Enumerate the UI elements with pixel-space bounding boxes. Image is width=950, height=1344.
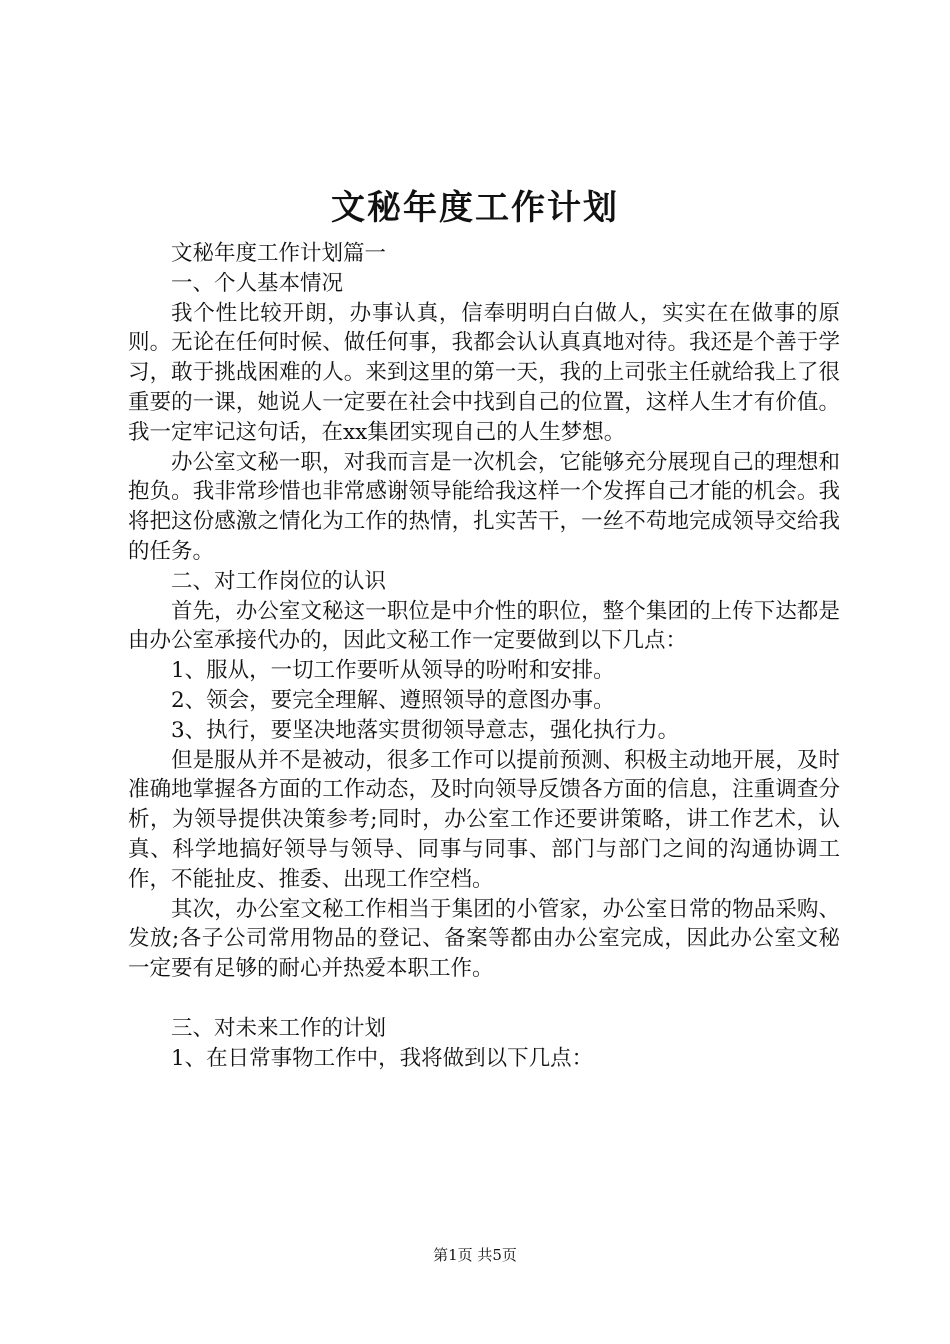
paragraph: 我个性比较开朗，办事认真，信奉明明白白做人，实实在在做事的原则。无论在任何时候、做任何事，我都会认认真真地对待。我还是个善于学习，敢于挑战困难的人。来到这里的第一天，我的上司张主任就给我上了很重要的一课，她说人一定要在社会中找到自己的位置，这样人生才有价值。我一定牢记这句话，在xx集团实现自己的人生梦想。 (128, 300, 840, 445)
paragraph-subtitle: 文秘年度工作计划篇一 (171, 241, 387, 266)
paragraph: 首先，办公室文秘这一职位是中介性的职位，整个集团的上传下达都是由办公室承接代办的，因此文秘工作一定要做到以下几点： (128, 598, 840, 654)
paragraph: 其次，办公室文秘工作相当于集团的小管家，办公室日常的物品采购、发放;各子公司常用物品的登记、备案等都由办公室完成，因此办公室文秘一定要有足够的耐心并热爱本职工作。 (128, 896, 840, 982)
list-item: 2、领会，要完全理解、遵照领导的意图办事。 (171, 687, 615, 713)
list-item: 1、服从，一切工作要听从领导的吩咐和安排。 (171, 658, 615, 684)
paragraph: 但是服从并不是被动，很多工作可以提前预测、积极主动地开展，及时准确地掌握各方面的工作动态，及时向领导反馈各方面的信息，注重调查分析，为领导提供决策参考;同时，办公室工作还要讲策略，讲工作艺术，认真、科学地搞好领导与领导、同事与同事、部门与部门之间的沟通协调工作，不能扯皮、推委、出现工作空档。 (128, 747, 840, 892)
section-heading-1: 一、个人基本情况 (171, 270, 344, 296)
document-title: 文秘年度工作计划 (331, 188, 619, 228)
section-heading-3: 三、对未来工作的计划 (171, 1015, 387, 1041)
list-item: 3、执行，要坚决地落实贯彻领导意志，强化执行力。 (171, 717, 680, 743)
document-body (128, 239, 840, 1074)
paragraph: 办公室文秘一职，对我而言是一次机会，它能够充分展现自己的理想和抱负。我非常珍惜也非常感谢领导能给我这样一个发挥自己才能的机会。我将把这份感激之情化为工作的热情，扎实苦干，一丝不苟地完成领导交给我的任务。 (128, 449, 840, 564)
list-item: 1、在日常事物工作中，我将做到以下几点： (171, 1045, 594, 1071)
section-heading-2: 二、对工作岗位的认识 (171, 568, 387, 594)
page-footer: 第1页 共5页 (433, 1246, 517, 1264)
